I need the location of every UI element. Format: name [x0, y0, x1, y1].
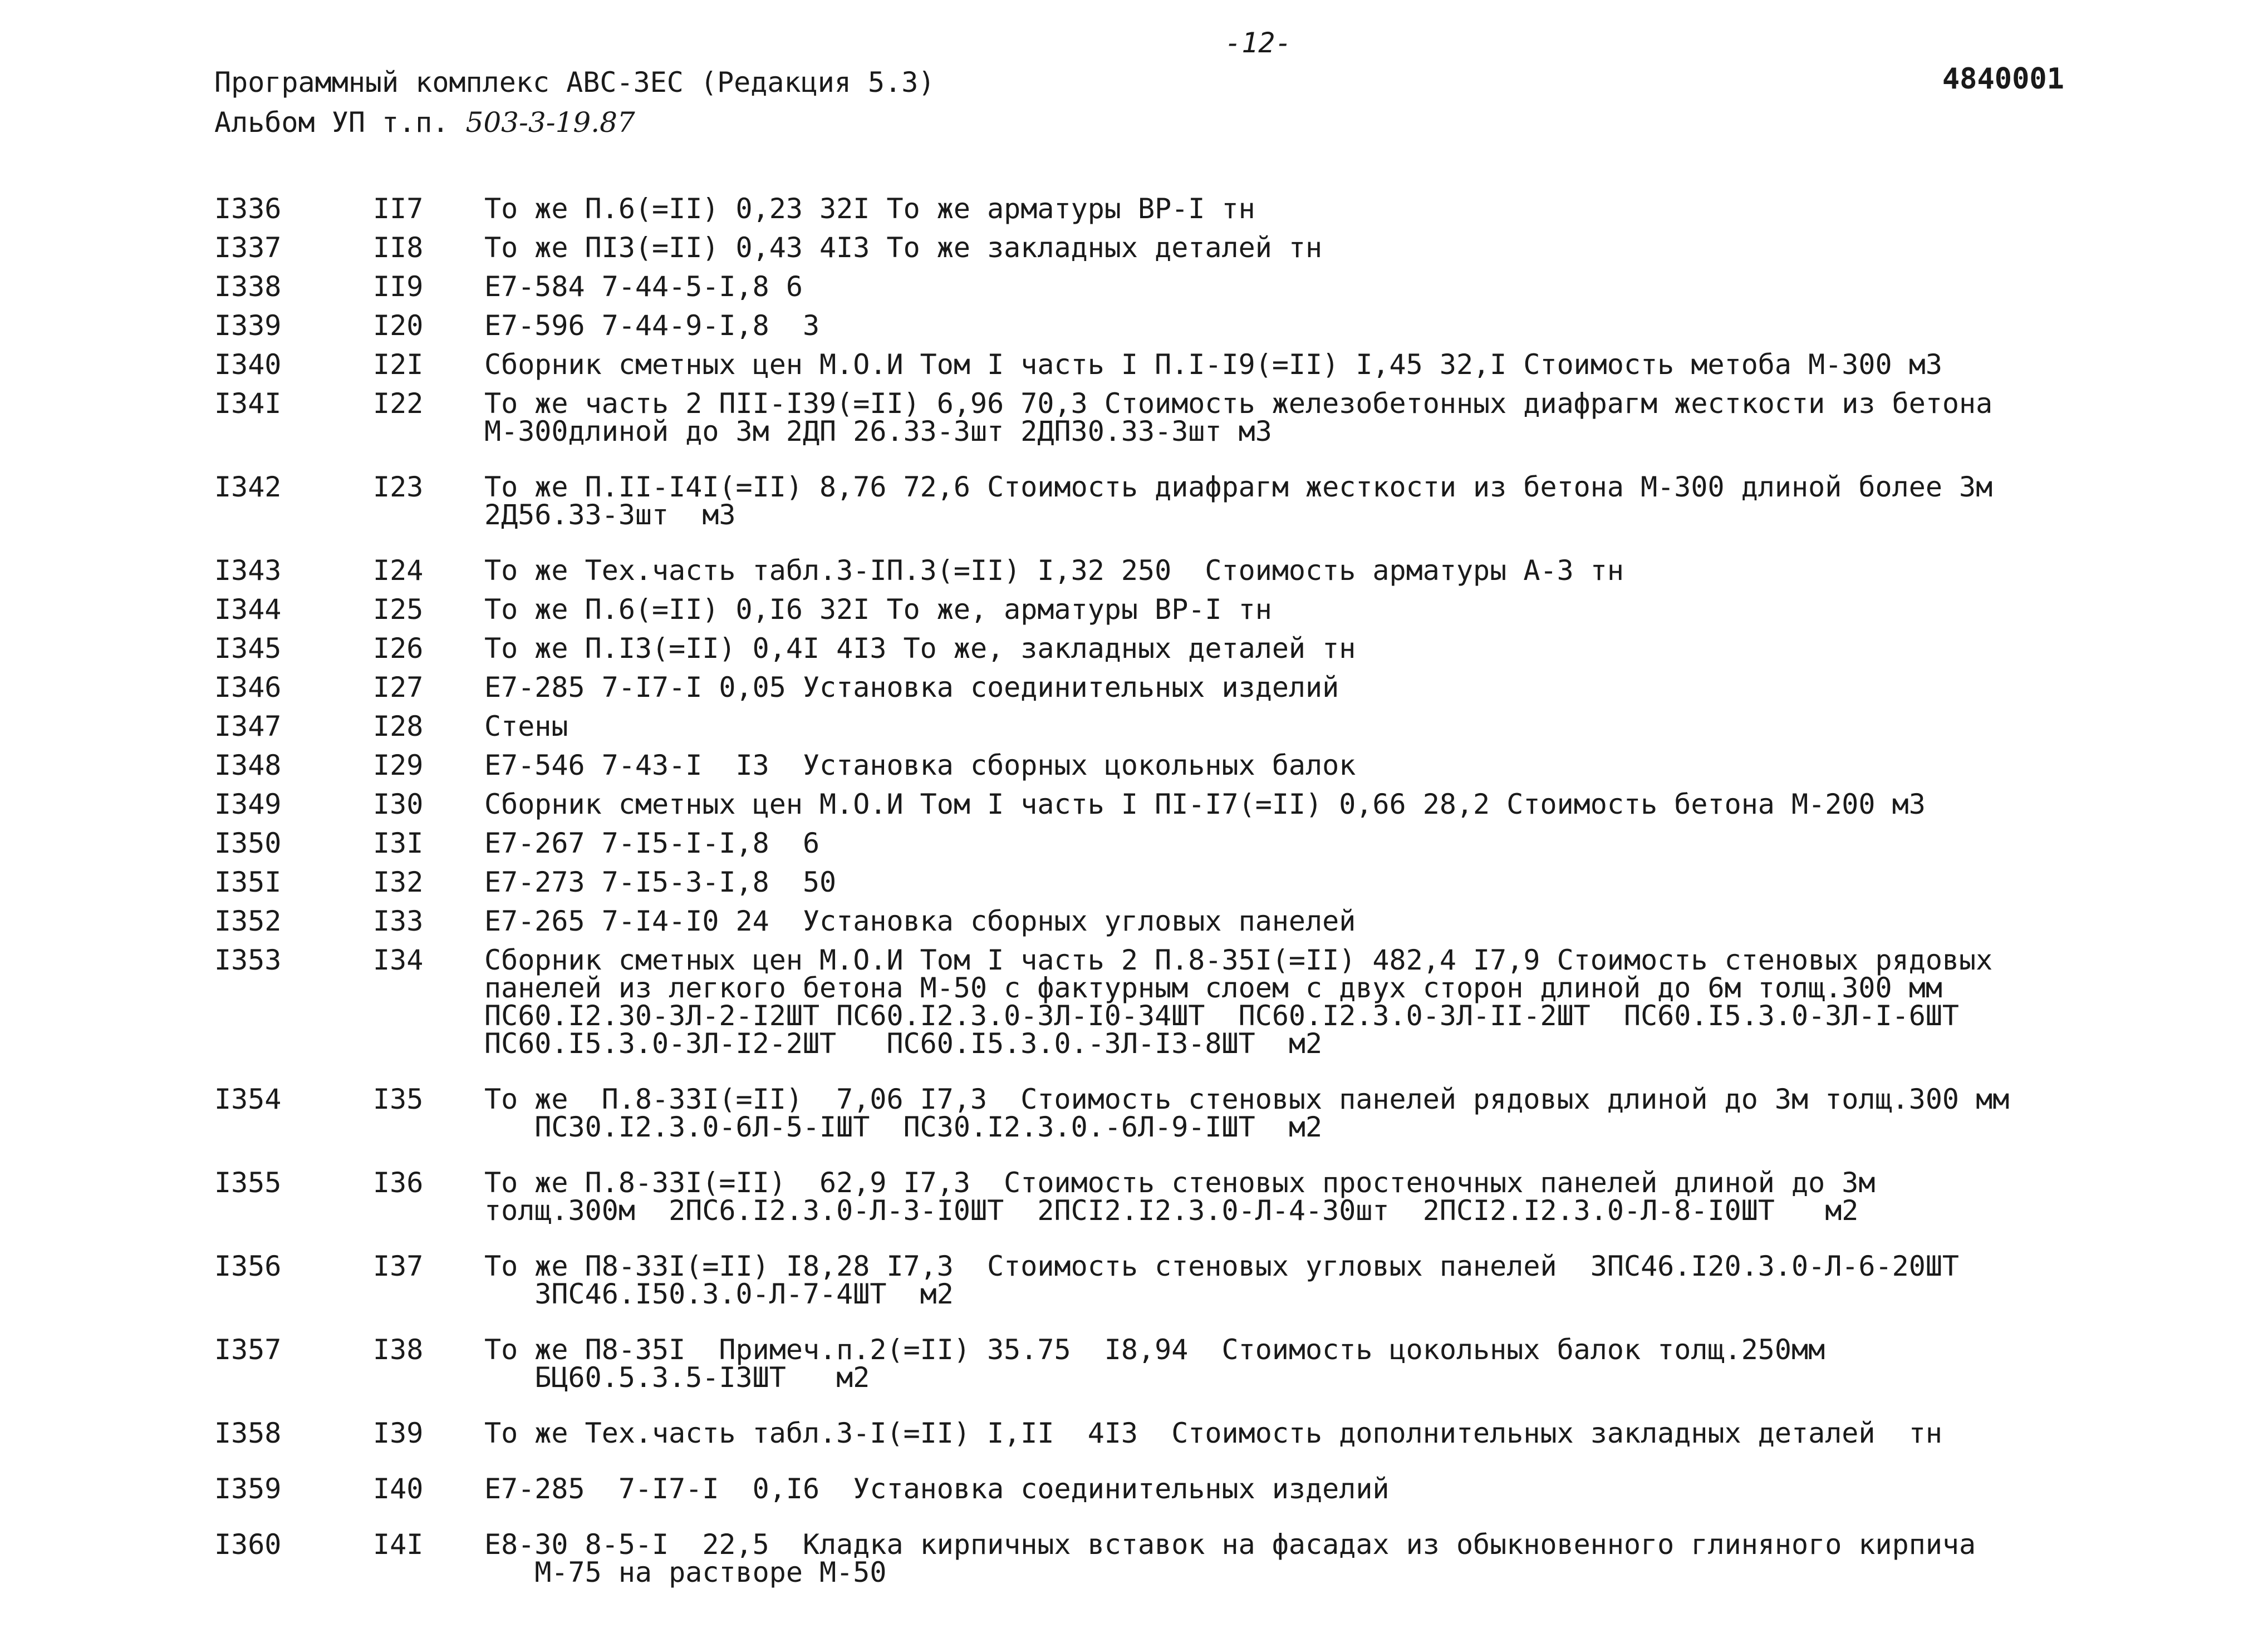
table-row — [214, 1475, 2079, 1503]
position-number: I32 — [373, 866, 424, 898]
position-number: II7 — [373, 193, 424, 225]
table-row — [214, 473, 2079, 529]
row-number: I359 — [214, 1473, 282, 1505]
position-number: I40 — [373, 1473, 424, 1505]
table-row — [214, 829, 2079, 857]
row-description: Стены — [484, 710, 568, 742]
position-number: I27 — [373, 671, 424, 704]
row-number: I336 — [214, 193, 282, 225]
program-title: Программный комплекс АВС-3ЕС (Редакция 5.3) — [214, 66, 935, 99]
table-row — [214, 348, 2079, 381]
row-description: Е7-596 7-44-9-I,8 3 — [484, 309, 820, 342]
position-number: I36 — [373, 1167, 424, 1199]
table-row — [214, 1334, 2079, 1394]
row-description: Сборник сметных цен М.О.И Том I часть I П.I-I9(=II) I,45 32,I Стоимость метоба М-300 м3 — [484, 348, 1942, 381]
position-number: I30 — [373, 788, 424, 820]
row-number: I342 — [214, 471, 282, 503]
row-number: I35I — [214, 866, 282, 898]
row-description: То же П.II-I4I(=II) 8,76 72,6 Стоимость диафрагм жесткости из бетона М-300 длиной более 3м 2Д56.33-3шт м3 — [484, 471, 1993, 531]
position-number: I23 — [373, 471, 424, 503]
row-description: Е7-584 7-44-5-I,8 6 — [484, 270, 803, 303]
table-row — [214, 554, 2079, 587]
position-number: I38 — [373, 1334, 424, 1366]
album-reference — [214, 102, 935, 142]
row-description: Е7-546 7-43-I I3 Установка сборных цокольных балок — [484, 749, 1356, 781]
row-number: I339 — [214, 309, 282, 342]
row-number: I343 — [214, 554, 282, 587]
row-number: I350 — [214, 827, 282, 859]
row-number: I349 — [214, 788, 282, 820]
table-row — [214, 790, 2079, 818]
row-description: То же П8-33I(=II) I8,28 I7,3 Стоимость стеновых угловых панелей 3ПС46.I20.3.0-Л-6-20ШТ 3ПС46.I50.3.0-Л-7-4ШТ м2 — [484, 1250, 1960, 1310]
table-row — [214, 868, 2079, 896]
page-number: -12- — [1225, 27, 1292, 59]
table-row — [214, 1419, 2079, 1447]
row-number: I348 — [214, 749, 282, 781]
position-number: II9 — [373, 270, 424, 303]
row-number: I344 — [214, 593, 282, 626]
table-row — [214, 712, 2079, 740]
row-number: I337 — [214, 232, 282, 264]
row-number: I354 — [214, 1083, 282, 1115]
row-number: I346 — [214, 671, 282, 704]
row-number: I360 — [214, 1528, 282, 1561]
position-number: I25 — [373, 593, 424, 626]
row-description: То же П.6(=II) 0,I6 32I То же, арматуры ВР-I тн — [484, 593, 1272, 626]
row-description: То же ПI3(=II) 0,43 4I3 То же закладных деталей тн — [484, 232, 1323, 264]
document-header — [214, 62, 935, 142]
position-number: II8 — [373, 232, 424, 264]
table-row — [214, 1528, 2079, 1588]
document-code: 4840001 — [1942, 62, 2064, 96]
row-number: I356 — [214, 1250, 282, 1282]
table-row — [214, 593, 2079, 626]
position-number: I22 — [373, 387, 424, 420]
table-row — [214, 944, 2079, 1060]
estimate-table — [214, 195, 2079, 1586]
row-number: I340 — [214, 348, 282, 381]
position-number: I33 — [373, 905, 424, 937]
row-description: То же часть 2 ПII-I39(=II) 6,96 70,3 Стоимость железобетонных диафрагм жесткости из бетона М-300длиной до 3м 2ДП 26.33-3шт 2ДП30.33-3шт м3 — [484, 387, 1993, 447]
table-row — [214, 907, 2079, 935]
table-row — [214, 309, 2079, 342]
position-number: I24 — [373, 554, 424, 587]
row-number: I352 — [214, 905, 282, 937]
table-row — [214, 270, 2079, 303]
row-description: Е7-267 7-I5-I-I,8 6 — [484, 827, 820, 859]
table-row — [214, 751, 2079, 779]
row-description: Е7-285 7-I7-I 0,05 Установка соединительных изделий — [484, 671, 1339, 704]
row-description: То же Тех.часть табл.3-IП.3(=II) I,32 250 Стоимость арматуры А-3 тн — [484, 554, 1624, 587]
position-number: I20 — [373, 309, 424, 342]
row-number: I347 — [214, 710, 282, 742]
position-number: I26 — [373, 632, 424, 665]
row-number: I355 — [214, 1167, 282, 1199]
position-number: I34 — [373, 944, 424, 976]
row-description: То же Тех.часть табл.3-I(=II) I,II 4I3 Стоимость дополнительных закладных деталей тн — [484, 1417, 1942, 1449]
row-number: I338 — [214, 270, 282, 303]
position-number: I4I — [373, 1528, 424, 1561]
table-row — [214, 195, 2079, 223]
row-description: То же П.8-33I(=II) 62,9 I7,3 Стоимость стеновых простеночных панелей длиной до 3м толщ.300м 2ПС6.I2.3.0-Л-3-I0ШТ 2ПСI2.I2.3.0-Л-4-30шт 2ПСI2.I2.3.0-Л-8-I0ШТ м2 — [484, 1167, 1876, 1227]
table-row — [214, 632, 2079, 665]
table-row — [214, 671, 2079, 704]
position-number: I35 — [373, 1083, 424, 1115]
table-row — [214, 1085, 2079, 1141]
table-row — [214, 387, 2079, 447]
row-description: Е7-265 7-I4-I0 24 Установка сборных угловых панелей — [484, 905, 1356, 937]
row-number: I357 — [214, 1334, 282, 1366]
row-number: I358 — [214, 1417, 282, 1449]
position-number: I29 — [373, 749, 424, 781]
row-description: То же П8-35I Примеч.п.2(=II) 35.75 I8,94 Стоимость цокольных балок толщ.250мм БЦ60.5.3.5-I3ШТ м2 — [484, 1334, 1825, 1394]
row-description: Сборник сметных цен М.О.И Том I часть I ПI-I7(=II) 0,66 28,2 Стоимость бетона М-200 м3 — [484, 788, 1926, 820]
position-number: I2I — [373, 348, 424, 381]
row-number: I345 — [214, 632, 282, 665]
position-number: I39 — [373, 1417, 424, 1449]
table-row — [214, 1167, 2079, 1227]
row-description: Е7-285 7-I7-I 0,I6 Установка соединительных изделий — [484, 1473, 1390, 1505]
position-number: I37 — [373, 1250, 424, 1282]
album-number-handwritten: 503-3-19.87 — [465, 106, 635, 139]
table-row — [214, 234, 2079, 262]
position-number: I3I — [373, 827, 424, 859]
album-label: Альбом УП т.п. — [214, 106, 449, 139]
position-number: I28 — [373, 710, 424, 742]
row-description: Е7-273 7-I5-3-I,8 50 — [484, 866, 837, 898]
row-number: I34I — [214, 387, 282, 420]
row-description: То же П.8-33I(=II) 7,06 I7,3 Стоимость стеновых панелей рядовых длиной до 3м толщ.300 мм ПС30.I2.3.0-6Л-5-IШТ ПС30.I2.3.0.-6Л-9-IШТ м2 — [484, 1083, 2010, 1143]
row-description: То же П.I3(=II) 0,4I 4I3 То же, закладных деталей тн — [484, 632, 1356, 665]
row-description: То же П.6(=II) 0,23 32I То же арматуры ВР-I тн — [484, 193, 1255, 225]
row-number: I353 — [214, 944, 282, 976]
row-description: Е8-30 8-5-I 22,5 Кладка кирпичных вставок на фасадах из обыкновенного глиняного кирпича М-75 на растворе М-50 — [484, 1528, 1976, 1588]
table-row — [214, 1252, 2079, 1308]
row-description: Сборник сметных цен М.О.И Том I часть 2 П.8-35I(=II) 482,4 I7,9 Стоимость стеновых рядовых панелей из легкого бетона М-50 с фактурным слоем с двух сторон длиной до 6м толщ.300 мм ПС60.I2.30-3Л-2-I2ШТ ПС60.I2.3.0-3Л-I0-34ШТ ПС60.I2.3.0-3Л-II-2ШТ ПС60.I5.3.0-3Л-I-6ШТ ПС60.I5.3.0-3Л-I2-2ШТ ПС60.I5.3.0.-3Л-I3-8ШТ м2 — [484, 944, 1993, 1060]
